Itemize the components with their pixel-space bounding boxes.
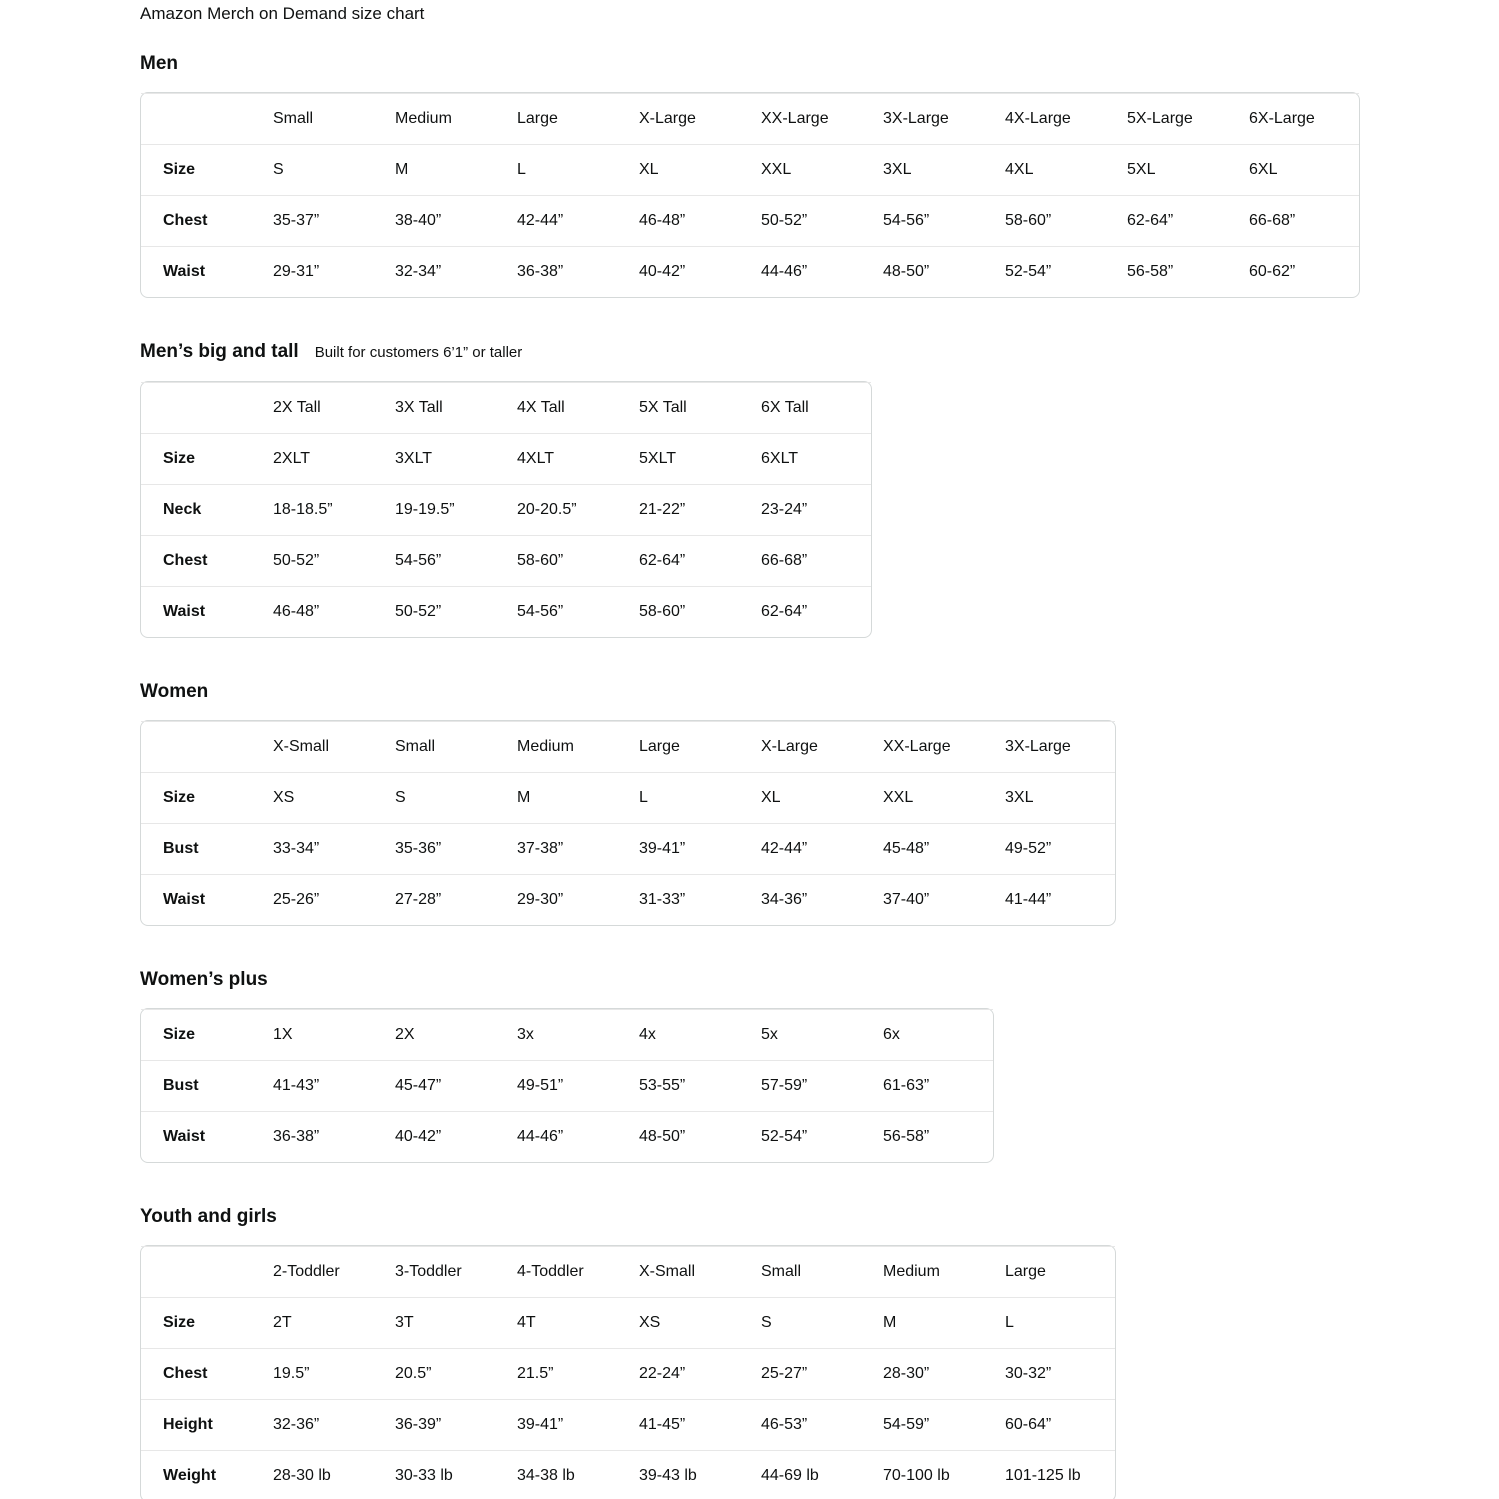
table-row [141,433,871,484]
value-cell: 37-40” [871,874,993,925]
value-cell: 37-38” [505,823,627,874]
value-cell: 41-44” [993,874,1115,925]
value-cell: 49-52” [993,823,1115,874]
value-cell: 42-44” [749,823,871,874]
value-cell: 25-26” [261,874,383,925]
value-cell: 40-42” [383,1111,505,1162]
value-cell: 50-52” [383,586,505,637]
table-row [141,586,871,637]
womens-plus-size-table [140,1008,994,1163]
value-cell: 62-64” [1115,195,1237,246]
row-label-cell: Neck [141,484,261,535]
corner-cell [141,382,261,433]
table-row [141,484,871,535]
row-label-cell: Chest [141,195,261,246]
value-cell: 58-60” [993,195,1115,246]
corner-cell [141,1246,261,1297]
value-cell: XXL [871,772,993,823]
value-cell: 32-36” [261,1399,383,1450]
value-cell: 52-54” [993,246,1115,297]
column-header-cell: 6X Tall [749,382,871,433]
table-row [141,144,1359,195]
value-cell: 40-42” [627,246,749,297]
value-cell: 46-48” [627,195,749,246]
section-heading-men [140,52,1499,76]
value-cell: XL [749,772,871,823]
row-label-cell: Waist [141,586,261,637]
value-cell: 30-33 lb [383,1450,505,1499]
table-row [141,535,871,586]
value-cell: 3XL [993,772,1115,823]
value-cell: 30-32” [993,1348,1115,1399]
value-cell: XXL [749,144,871,195]
value-cell: 29-31” [261,246,383,297]
row-label-cell: Chest [141,1348,261,1399]
value-cell: 3XLT [383,433,505,484]
value-cell: 57-59” [749,1060,871,1111]
section-heading-womens-plus [140,968,1499,992]
value-cell: 62-64” [749,586,871,637]
column-header-row [141,93,1359,144]
value-cell: S [261,144,383,195]
column-header-cell: 4X Tall [505,382,627,433]
value-cell: 28-30 lb [261,1450,383,1499]
value-cell: 50-52” [261,535,383,586]
value-cell: 58-60” [505,535,627,586]
section-heading-youth-and-girls-label: Youth and girls [140,1206,277,1227]
corner-cell [141,721,261,772]
row-label-cell: Chest [141,535,261,586]
value-cell: M [383,144,505,195]
row-label-cell: Bust [141,823,261,874]
column-header-cell: 3X Tall [383,382,505,433]
value-cell: 44-46” [749,246,871,297]
column-header-cell: 2-Toddler [261,1246,383,1297]
value-cell: 66-68” [749,535,871,586]
value-cell: 54-56” [383,535,505,586]
table-row [141,246,1359,297]
column-header-cell: Large [505,93,627,144]
table-row [141,1111,993,1162]
value-cell: 19-19.5” [383,484,505,535]
value-cell: 29-30” [505,874,627,925]
value-cell: 48-50” [871,246,993,297]
column-header-cell: 4-Toddler [505,1246,627,1297]
row-label-cell: Height [141,1399,261,1450]
value-cell: 22-24” [627,1348,749,1399]
value-cell: 60-62” [1237,246,1359,297]
column-header-cell: X-Small [627,1246,749,1297]
value-cell: 70-100 lb [871,1450,993,1499]
table-row [141,1060,993,1111]
table-row [141,1009,993,1060]
table-row [141,195,1359,246]
section-heading-mens-big-and-tall [140,340,1499,365]
value-cell: XS [261,772,383,823]
column-header-cell: X-Large [627,93,749,144]
value-cell: 2T [261,1297,383,1348]
column-header-cell: Large [627,721,749,772]
row-label-cell: Size [141,1009,261,1060]
value-cell: 54-59” [871,1399,993,1450]
women-size-table [140,720,1116,926]
table-row [141,1450,1115,1499]
value-cell: XS [627,1297,749,1348]
value-cell: 4XL [993,144,1115,195]
value-cell: 5x [749,1009,871,1060]
value-cell: 46-48” [261,586,383,637]
column-header-cell: XX-Large [871,721,993,772]
value-cell: 25-27” [749,1348,871,1399]
column-header-cell: Small [261,93,383,144]
column-header-cell: 2X Tall [261,382,383,433]
value-cell: 35-36” [383,823,505,874]
value-cell: 21-22” [627,484,749,535]
value-cell: S [383,772,505,823]
column-header-cell: Small [749,1246,871,1297]
value-cell: 50-52” [749,195,871,246]
value-cell: S [749,1297,871,1348]
value-cell: 3XL [871,144,993,195]
value-cell: 61-63” [871,1060,993,1111]
value-cell: M [505,772,627,823]
row-label-cell: Waist [141,246,261,297]
row-label-cell: Size [141,433,261,484]
row-label-cell: Waist [141,874,261,925]
value-cell: 45-48” [871,823,993,874]
row-label-cell: Weight [141,1450,261,1499]
value-cell: 4T [505,1297,627,1348]
column-header-row [141,721,1115,772]
column-header-cell: 5X Tall [627,382,749,433]
value-cell: 44-46” [505,1111,627,1162]
value-cell: 60-64” [993,1399,1115,1450]
row-label-cell: Size [141,772,261,823]
value-cell: 20-20.5” [505,484,627,535]
row-label-cell: Waist [141,1111,261,1162]
value-cell: 46-53” [749,1399,871,1450]
table-row [141,1348,1115,1399]
value-cell: 34-36” [749,874,871,925]
column-header-cell: Medium [871,1246,993,1297]
mens-big-and-tall-size-table [140,381,872,638]
value-cell: 19.5” [261,1348,383,1399]
mens-big-and-tall-subtitle: Built for customers 6’1” or taller [314,344,523,361]
value-cell: 45-47” [383,1060,505,1111]
value-cell: L [993,1297,1115,1348]
value-cell: 48-50” [627,1111,749,1162]
row-label-cell: Bust [141,1060,261,1111]
value-cell: 58-60” [627,586,749,637]
value-cell: 41-43” [261,1060,383,1111]
value-cell: 2X [383,1009,505,1060]
value-cell: 3x [505,1009,627,1060]
value-cell: 52-54” [749,1111,871,1162]
value-cell: 39-41” [505,1399,627,1450]
column-header-cell: X-Small [261,721,383,772]
value-cell: 41-45” [627,1399,749,1450]
column-header-cell: 3X-Large [871,93,993,144]
value-cell: M [871,1297,993,1348]
value-cell: 39-43 lb [627,1450,749,1499]
section-heading-women [140,680,1499,704]
table-row [141,1297,1115,1348]
value-cell: 5XLT [627,433,749,484]
value-cell: 4x [627,1009,749,1060]
value-cell: 4XLT [505,433,627,484]
column-header-row [141,382,871,433]
value-cell: L [627,772,749,823]
table-row [141,1399,1115,1450]
value-cell: 62-64” [627,535,749,586]
value-cell: 36-38” [505,246,627,297]
column-header-cell: 4X-Large [993,93,1115,144]
value-cell: 56-58” [871,1111,993,1162]
value-cell: 20.5” [383,1348,505,1399]
value-cell: 21.5” [505,1348,627,1399]
column-header-cell: Small [383,721,505,772]
value-cell: 1X [261,1009,383,1060]
value-cell: 33-34” [261,823,383,874]
table-row [141,823,1115,874]
value-cell: 34-38 lb [505,1450,627,1499]
youth-and-girls-size-table [140,1245,1116,1499]
section-heading-men-label: Men [140,53,178,74]
table-row [141,772,1115,823]
section-heading-mens-big-and-tall-label: Men’s big and tall [140,341,299,362]
value-cell: XL [627,144,749,195]
value-cell: 18-18.5” [261,484,383,535]
column-header-cell: 3-Toddler [383,1246,505,1297]
column-header-cell: 3X-Large [993,721,1115,772]
value-cell: 54-56” [871,195,993,246]
column-header-cell: Large [993,1246,1115,1297]
page-title: Amazon Merch on Demand size chart [140,4,425,23]
row-label-cell: Size [141,144,261,195]
row-label-cell: Size [141,1297,261,1348]
column-header-cell: 6X-Large [1237,93,1359,144]
value-cell: 23-24” [749,484,871,535]
value-cell: 27-28” [383,874,505,925]
value-cell: 49-51” [505,1060,627,1111]
section-heading-youth-and-girls [140,1205,1499,1229]
section-heading-womens-plus-label: Women’s plus [140,969,268,990]
value-cell: 44-69 lb [749,1450,871,1499]
column-header-cell: XX-Large [749,93,871,144]
value-cell: 28-30” [871,1348,993,1399]
value-cell: 6XLT [749,433,871,484]
table-row [141,874,1115,925]
value-cell: 101-125 lb [993,1450,1115,1499]
value-cell: 31-33” [627,874,749,925]
column-header-row [141,1246,1115,1297]
value-cell: 54-56” [505,586,627,637]
value-cell: 6XL [1237,144,1359,195]
column-header-cell: Medium [505,721,627,772]
value-cell: 39-41” [627,823,749,874]
value-cell: L [505,144,627,195]
column-header-cell: X-Large [749,721,871,772]
value-cell: 36-39” [383,1399,505,1450]
value-cell: 56-58” [1115,246,1237,297]
value-cell: 36-38” [261,1111,383,1162]
value-cell: 38-40” [383,195,505,246]
corner-cell [141,93,261,144]
column-header-cell: Medium [383,93,505,144]
value-cell: 3T [383,1297,505,1348]
men-size-table [140,92,1360,298]
value-cell: 42-44” [505,195,627,246]
value-cell: 2XLT [261,433,383,484]
value-cell: 6x [871,1009,993,1060]
column-header-cell: 5X-Large [1115,93,1237,144]
value-cell: 32-34” [383,246,505,297]
value-cell: 35-37” [261,195,383,246]
value-cell: 66-68” [1237,195,1359,246]
section-heading-women-label: Women [140,681,209,702]
value-cell: 5XL [1115,144,1237,195]
value-cell: 53-55” [627,1060,749,1111]
